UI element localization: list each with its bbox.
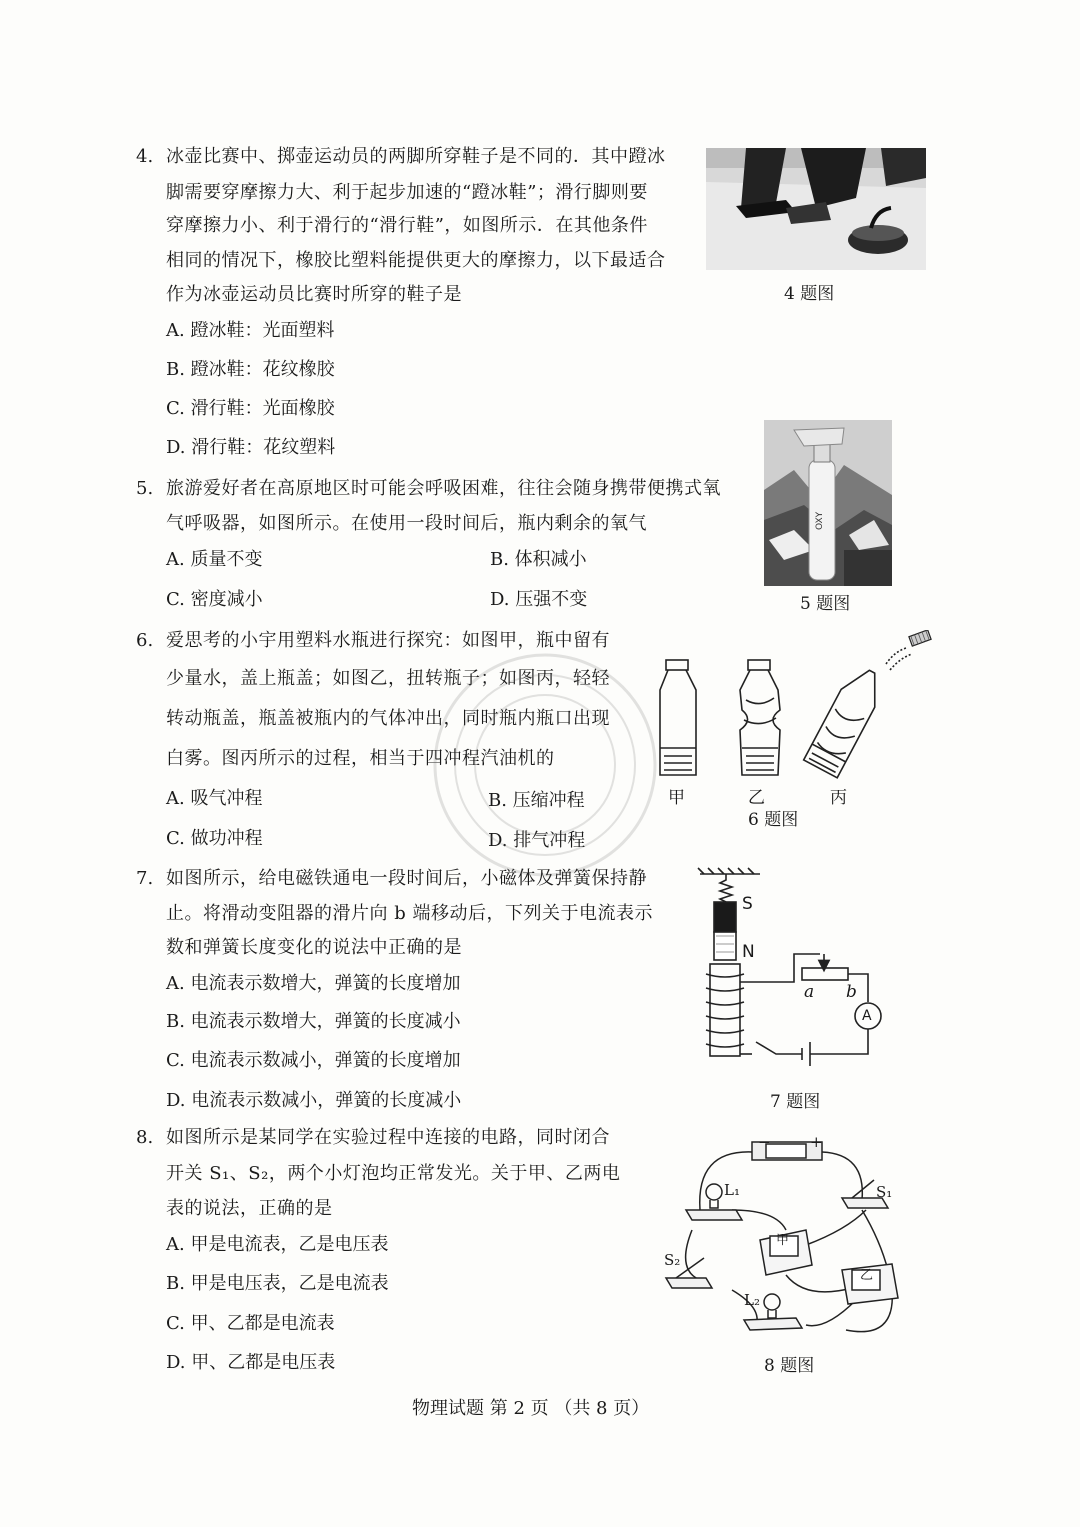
q8-caption: 8 题图 xyxy=(764,1356,815,1376)
q8-option-a: A. 甲是电流表，乙是电压表 xyxy=(166,1234,389,1255)
q7-line-1: 如图所示，给电磁铁通电一段时间后，小磁体及弹簧保持静 xyxy=(166,868,647,889)
q7-option-a: A. 电流表示数增大，弹簧的长度增加 xyxy=(166,973,461,994)
q8-line-2: 开关 S₁、S₂，两个小灯泡均正常发光。关于甲、乙两电 xyxy=(166,1163,621,1184)
bottle-label-jia: 甲 xyxy=(668,788,685,808)
q5-line-1: 旅游爱好者在高原地区时可能会呼吸困难，往往会随身携带便携式氧 xyxy=(166,478,721,499)
q6-line-2: 少量水，盖上瓶盖；如图乙，扭转瓶子；如图丙，轻轻 xyxy=(166,668,610,689)
q4-line-5: 作为冰壶运动员比赛时所穿的鞋子是 xyxy=(166,284,462,305)
curling-photo xyxy=(706,148,926,270)
q6-line-3: 转动瓶盖，瓶盖被瓶内的气体冲出，同时瓶内瓶口出现 xyxy=(166,708,610,729)
q5-line-2: 气呼吸器，如图所示。在使用一段时间后，瓶内剩余的氧气 xyxy=(166,513,647,534)
q7-option-d: D. 电流表示数减小，弹簧的长度减小 xyxy=(166,1090,462,1111)
q8-number: 8. xyxy=(136,1127,154,1148)
q8-line-1: 如图所示是某同学在实验过程中连接的电路，同时闭合 xyxy=(166,1127,610,1148)
bottle-yi xyxy=(740,660,780,775)
q5-number: 5. xyxy=(136,478,154,499)
q4-option-a: A. 蹬冰鞋：光面塑料 xyxy=(166,320,335,341)
q7-option-b: B. 电流表示数增大，弹簧的长度减小 xyxy=(166,1011,461,1032)
q6-option-b: B. 压缩冲程 xyxy=(488,790,585,811)
meter-jia-label: 甲 xyxy=(776,1233,790,1248)
bottle-label-bing: 丙 xyxy=(830,788,847,808)
q6-option-a: A. 吸气冲程 xyxy=(166,788,263,809)
q6-number: 6. xyxy=(136,630,154,651)
q5-option-b: B. 体积减小 xyxy=(490,549,587,570)
battery-minus-label: − xyxy=(758,1133,771,1151)
magnet-label-s: S xyxy=(742,894,753,914)
switch-s2-label: S₂ xyxy=(664,1251,681,1269)
q8-option-d: D. 甲、乙都是电压表 xyxy=(166,1352,336,1373)
q4-number: 4. xyxy=(136,146,154,167)
battery-plus-label: + xyxy=(810,1133,823,1151)
electromagnet-circuit-diagram xyxy=(690,866,900,1076)
watermark-stamp xyxy=(420,640,670,890)
q8-option-b: B. 甲是电压表，乙是电流表 xyxy=(166,1273,389,1294)
bottle-bing xyxy=(804,663,889,778)
q6-line-1: 爱思考的小宇用塑料水瓶进行探究：如图甲，瓶中留有 xyxy=(166,630,610,651)
q7-line-3: 数和弹簧长度变化的说法中正确的是 xyxy=(166,937,462,958)
bottle-label-yi: 乙 xyxy=(748,788,765,808)
q4-option-d: D. 滑行鞋：花纹塑料 xyxy=(166,437,336,458)
q4-line-4: 相同的情况下，橡胶比塑料能提供更大的摩擦力，以下最适合 xyxy=(166,250,666,271)
rheostat-label-a: a xyxy=(804,982,815,1002)
page-footer: 物理试题 第 2 页 （共 8 页） xyxy=(412,1398,650,1419)
q7-option-c: C. 电流表示数减小，弹簧的长度增加 xyxy=(166,1050,461,1071)
q5-option-d: D. 压强不变 xyxy=(490,589,588,610)
q7-number: 7. xyxy=(136,868,154,889)
q4-caption: 4 题图 xyxy=(784,284,835,304)
q5-option-c: C. 密度减小 xyxy=(166,589,263,610)
q4-option-b: B. 蹬冰鞋：花纹橡胶 xyxy=(166,359,335,380)
q7-line-2: 止。将滑动变阻器的滑片向 b 端移动后，下列关于电流表示 xyxy=(166,903,653,924)
q4-line-2: 脚需要穿摩擦力大、利于起步加速的“蹬冰鞋”；滑行脚则要 xyxy=(166,182,648,203)
bottle-cap xyxy=(909,630,931,646)
switch-s1-label: S₁ xyxy=(876,1183,893,1201)
q6-caption: 6 题图 xyxy=(748,810,799,830)
q7-caption: 7 题图 xyxy=(770,1092,821,1112)
q8-option-c: C. 甲、乙都是电流表 xyxy=(166,1313,335,1334)
meter-yi-label: 乙 xyxy=(860,1268,874,1283)
q6-option-d: D. 排气冲程 xyxy=(488,830,586,851)
q4-line-1: 冰壶比赛中、掷壶运动员的两脚所穿鞋子是不同的．其中蹬冰 xyxy=(166,146,666,167)
bottles-diagram xyxy=(650,630,940,780)
q5-caption: 5 题图 xyxy=(800,594,851,614)
magnet-label-n: N xyxy=(742,942,755,962)
q4-option-c: C. 滑行鞋：光面橡胶 xyxy=(166,398,335,419)
q4-line-3: 穿摩擦力小、利于滑行的“滑行鞋”，如图所示．在其他条件 xyxy=(166,215,648,236)
lamp-l2-label: L₂ xyxy=(744,1291,760,1309)
q8-line-3: 表的说法，正确的是 xyxy=(166,1198,333,1219)
q6-line-4: 白雾。图丙所示的过程，相当于四冲程汽油机的 xyxy=(166,748,555,769)
lamp-l1-label: L₁ xyxy=(724,1181,740,1199)
svg-text:OXY: OXY xyxy=(815,511,825,530)
ammeter-label: A xyxy=(862,1008,872,1024)
rheostat-label-b: b xyxy=(846,982,857,1002)
oxygen-bottle-photo xyxy=(764,420,892,586)
q5-option-a: A. 质量不变 xyxy=(166,549,263,570)
q6-option-c: C. 做功冲程 xyxy=(166,828,263,849)
